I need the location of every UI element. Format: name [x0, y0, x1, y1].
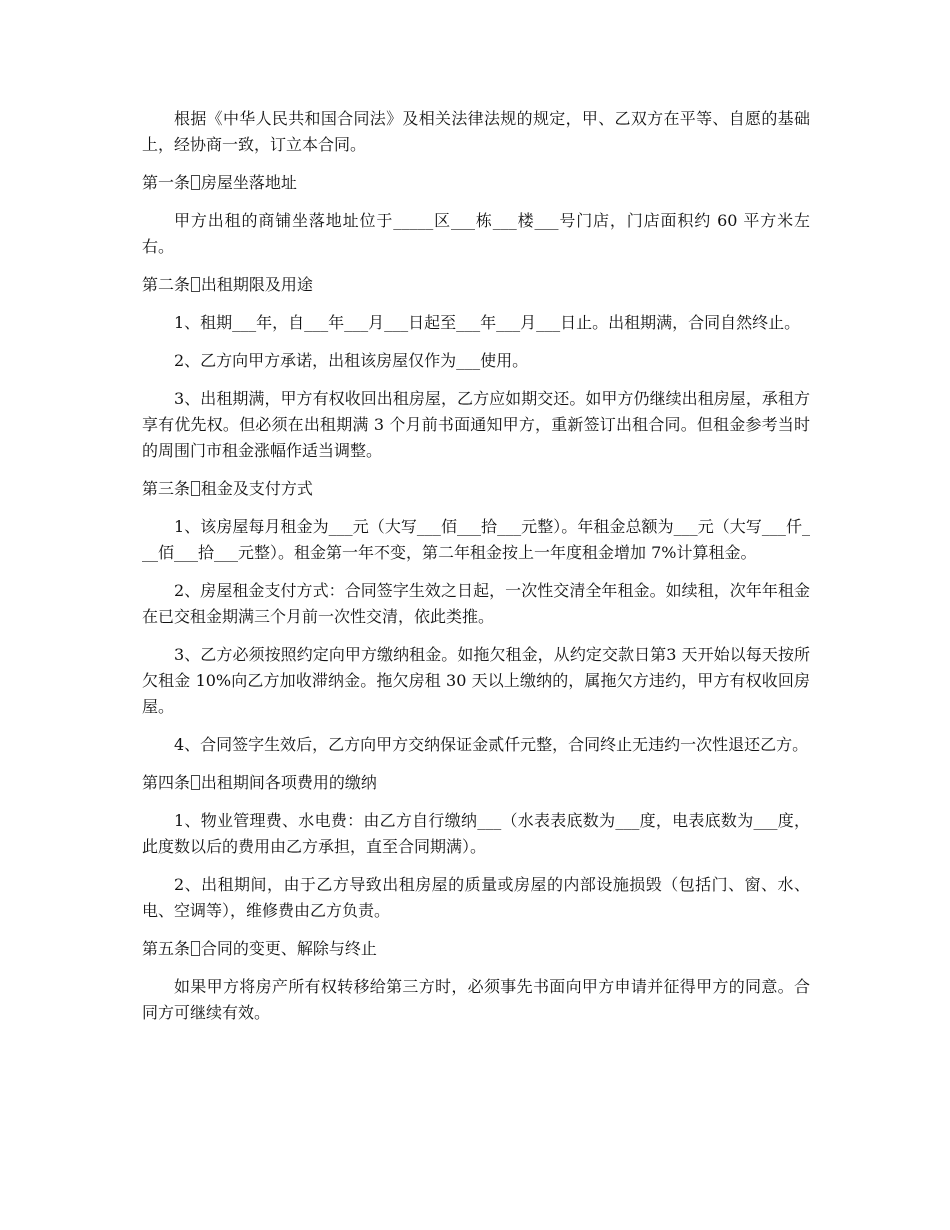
article-title: 出租期限及用途	[200, 275, 313, 294]
paragraph-deposit: 4、合同签字生效后，乙方向甲方交纳保证金贰仟元整，合同终止无违约一次性退还乙方。	[174, 735, 809, 754]
missing-glyph-box-icon	[191, 175, 200, 189]
article-3-heading	[142, 476, 810, 502]
paragraph-usage: 2、乙方向甲方承诺，出租该房屋仅作为___使用。	[174, 351, 529, 370]
article-label: 第二条	[142, 275, 191, 294]
missing-glyph-box-icon	[191, 481, 200, 495]
article-label: 第三条	[142, 479, 191, 498]
article-title: 房屋坐落地址	[200, 173, 297, 192]
article-label: 第四条	[142, 773, 191, 792]
missing-glyph-box-icon	[191, 941, 200, 955]
paragraph-transfer: 如果甲方将房产所有权转移给第三方时，必须事先书面向甲方申请并征得甲方的同意。合同方可继续有效。	[142, 977, 810, 1022]
article-label: 第一条	[142, 173, 191, 192]
paragraph-preamble: 根据《中华人民共和国合同法》及相关法律法规的规定，甲、乙双方在平等、自愿的基础上，经协商一致，订立本合同。	[142, 109, 810, 154]
article-4-heading	[142, 770, 810, 796]
article-title: 出租期间各项费用的缴纳	[200, 773, 377, 792]
article-1-heading	[142, 170, 810, 196]
paragraph-late-fee: 3、乙方必须按照约定向甲方缴纳租金。如拖欠租金，从约定交款日第3 天开始以每天按所欠租金 10%向乙方加收滞纳金。拖欠房租 30 天以上缴纳的，属拖欠方违约，甲方有权收回房屋。	[142, 645, 810, 716]
document-page	[142, 106, 810, 1038]
missing-glyph-box-icon	[191, 775, 200, 789]
paragraph-utilities: 1、物业管理费、水电费：由乙方自行缴纳___（水表表底数为___度，电表底数为___度，此度数以后的费用由乙方承担，直至合同期满）。	[142, 811, 810, 856]
paragraph-expiry: 3、出租期满，甲方有权收回出租房屋，乙方应如期交还。如甲方仍继续出租房屋，承租方享有优先权。但必须在出租期满 3 个月前书面通知甲方，重新签订出租合同。但租金参考当时的周围门市租金涨幅作适当调整。	[142, 389, 810, 460]
article-label: 第五条	[142, 939, 191, 958]
article-2-heading	[142, 272, 810, 298]
article-title: 合同的变更、解除与终止	[200, 939, 377, 958]
paragraph-address: 甲方出租的商铺坐落地址位于_____区___栋___楼___号门店，门店面积约 60 平方米左右。	[142, 211, 810, 256]
paragraph-payment-method: 2、房屋租金支付方式：合同签字生效之日起，一次性交清全年租金。如续租，次年年租金在已交租金期满三个月前一次性交清，依此类推。	[142, 581, 810, 626]
article-title: 租金及支付方式	[200, 479, 313, 498]
missing-glyph-box-icon	[191, 277, 200, 291]
paragraph-repairs: 2、出租期间，由于乙方导致出租房屋的质量或房屋的内部设施损毁（包括门、窗、水、电、空调等），维修费由乙方负责。	[142, 875, 810, 920]
paragraph-term: 1、租期___年，自___年___月___日起至___年___月___日止。出租期满，合同自然终止。	[174, 313, 801, 332]
paragraph-rent-amount: 1、该房屋每月租金为___元（大写___佰___拾___元整）。年租金总额为___元（大写___仟___佰___拾___元整）。租金第一年不变，第二年租金按上一年度租金增加 7%计算租金。	[142, 517, 810, 562]
article-5-heading	[142, 936, 810, 962]
